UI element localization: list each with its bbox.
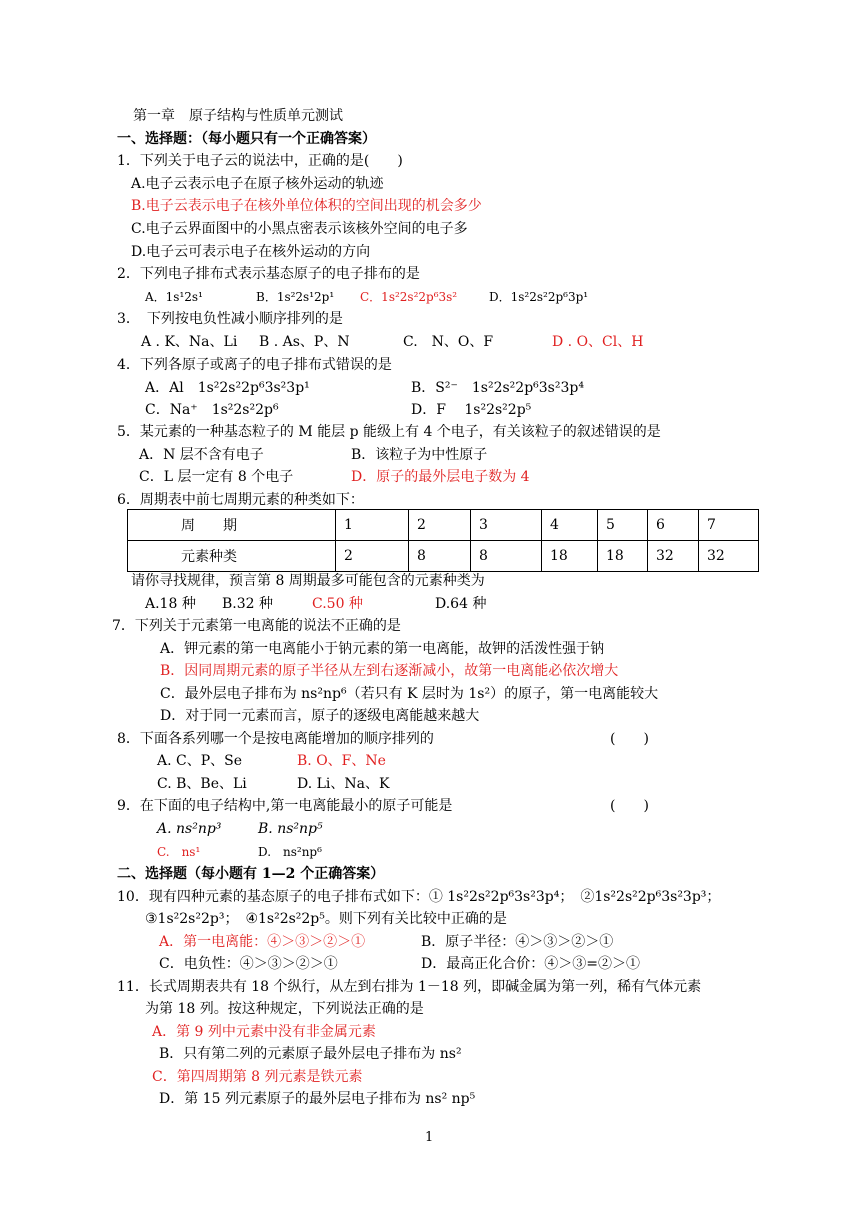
q1-option-c: C.电子云界面图中的小黑点密表示该核外空间的电子多 <box>131 221 468 237</box>
q10-option-d: D．最高正化合价：④＞③=②＞① <box>421 956 640 972</box>
q1-option-a: A.电子云表示电子在原子核外运动的轨迹 <box>131 176 384 192</box>
q6-option-c: C.50 种 <box>312 596 363 612</box>
q8-option-b: B. O、F、Ne <box>297 753 386 769</box>
table-cell: 2 <box>336 541 409 572</box>
q4-stem: 4．下列各原子或离子的电子排布式错误的是 <box>117 357 392 373</box>
table-cell: 7 <box>699 510 759 541</box>
q2-option-d: D．1s²2s²2p⁶3p¹ <box>489 290 589 304</box>
q11-stem: 11．长式周期表共有 18 个纵行，从左到右排为 1－18 列，即碱金属为第一列，稀有气体元素 <box>117 979 702 995</box>
q3-option-a: A . K、Na、Li <box>141 334 238 350</box>
q5-option-c: C．L 层一定有 8 个电子 <box>139 469 294 485</box>
table-cell: 18 <box>598 541 648 572</box>
page-title: 第一章 原子结构与性质单元测试 <box>133 108 343 124</box>
q6-option-b: B.32 种 <box>222 596 274 612</box>
q9-answer-paren: ( ) <box>610 798 649 814</box>
q9-option-b: B. ns²np⁵ <box>258 821 323 837</box>
q2-option-b: B．1s²2s¹2p¹ <box>256 290 335 304</box>
q1-stem: 1．下列关于电子云的说法中，正确的是( ) <box>117 153 403 169</box>
table-row <box>128 510 759 541</box>
q8-option-c: C. B、Be、Li <box>157 776 247 792</box>
q9-option-d: D. ns²np⁶ <box>258 845 322 859</box>
q10-option-a: A．第一电离能：④＞③＞②＞① <box>159 934 366 950</box>
q3-option-c: C. N、O、F <box>403 334 494 350</box>
table-cell: 6 <box>648 510 699 541</box>
q6-option-d: D.64 种 <box>435 596 487 612</box>
q2-stem: 2．下列电子排布式表示基态原子的电子排布的是 <box>117 266 420 282</box>
q8-option-a: A. C、P、Se <box>157 753 243 769</box>
q11-option-c: C．第四周期第 8 列元素是铁元素 <box>152 1069 363 1085</box>
q4-option-a: A．Al 1s²2s²2p⁶3s²3p¹ <box>145 380 310 396</box>
table-cell: 18 <box>542 541 598 572</box>
q7-option-b: B．因同周期元素的原子半径从左到右逐渐减小，故第一电离能必依次增大 <box>160 663 619 679</box>
q9-option-c: C. ns¹ <box>157 845 201 859</box>
table-header-cell: 周 期 <box>128 510 336 541</box>
q11-option-b: B．只有第二列的元素原子最外层电子排布为 ns² <box>159 1046 462 1062</box>
q3-option-b: B . As、P、N <box>259 334 350 350</box>
q2-option-a: A．1s¹2s¹ <box>145 290 203 304</box>
q5-stem: 5．某元素的一种基态粒子的 M 能层 p 能级上有 4 个电子，有关该粒子的叙述错误的是 <box>117 424 661 440</box>
q4-option-d: D．F 1s²2s²2p⁵ <box>411 402 532 418</box>
q2-option-c: C．1s²2s²2p⁶3s² <box>360 290 458 304</box>
section-heading-2: 二、选择题（每小题有 1—2 个正确答案） <box>117 866 385 882</box>
q1-option-d: D.电子云可表示电子在核外运动的方向 <box>131 244 371 260</box>
table-row-label: 元素种类 <box>128 541 336 572</box>
q9-stem: 9．在下面的电子结构中,第一电离能最小的原子可能是 <box>117 798 453 814</box>
q8-option-d: D. Li、Na、K <box>297 776 390 792</box>
q8-answer-paren: ( ) <box>610 731 649 747</box>
table-cell: 4 <box>542 510 598 541</box>
element-count-table <box>127 509 759 572</box>
q7-option-a: A．钾元素的第一电离能小于钠元素的第一电离能，故钾的活泼性强于钠 <box>160 641 605 657</box>
q5-option-a: A．N 层不含有电子 <box>139 447 264 463</box>
q4-option-b: B．S²⁻ 1s²2s²2p⁶3s²3p⁴ <box>411 380 584 396</box>
section-heading-1: 一、选择题：（每小题只有一个正确答案） <box>117 131 376 147</box>
table-row <box>128 541 759 572</box>
table-cell: 32 <box>648 541 699 572</box>
q5-option-d: D．原子的最外层电子数为 4 <box>351 469 530 485</box>
q8-stem: 8．下面各系列哪一个是按电离能增加的顺序排列的 <box>117 731 434 747</box>
table-cell: 1 <box>336 510 409 541</box>
q11-option-a: A．第 9 列中元素中没有非金属元素 <box>152 1024 376 1040</box>
q7-option-c: C．最外层电子排布为 ns²np⁶（若只有 K 层时为 1s²）的原子，第一电离能较大 <box>160 686 659 702</box>
q4-option-c: C．Na⁺ 1s²2s²2p⁶ <box>145 402 279 418</box>
q11-option-d: D．第 15 列元素原子的最外层电子排布为 ns² np⁵ <box>159 1091 476 1107</box>
table-cell: 5 <box>598 510 648 541</box>
q6-stem: 6．周期表中前七周期元素的种类如下： <box>117 492 364 508</box>
q5-option-b: B．该粒子为中性原子 <box>351 447 488 463</box>
q6-option-a: A.18 种 <box>145 596 196 612</box>
q10-option-b: B．原子半径：④＞③＞②＞① <box>421 934 614 950</box>
q7-stem: 7．下列关于元素第一电离能的说法不正确的是 <box>112 618 401 634</box>
q1-option-b: B.电子云表示电子在核外单位体积的空间出现的机会多少 <box>131 198 482 214</box>
table-cell: 3 <box>471 510 542 541</box>
q10-stem-continued: ③1s²2s²2p³； ④1s²2s²2p⁵。则下列有关比较中正确的是 <box>145 911 507 927</box>
q10-stem: 10．现有四种元素的基态原子的电子排布式如下：① 1s²2s²2p⁶3s²3p⁴； ②1s²2s²2p⁶3s²3p³； <box>117 889 721 905</box>
page-number: 1 <box>425 1130 434 1145</box>
q3-stem: 3． 下列按电负性减小顺序排列的是 <box>117 311 343 327</box>
q11-stem-continued: 为第 18 列。按这种规定，下列说法正确的是 <box>145 1001 424 1017</box>
q10-option-c: C．电负性：④＞③＞②＞① <box>159 956 338 972</box>
q7-option-d: D．对于同一元素而言，原子的逐级电离能越来越大 <box>160 708 480 724</box>
q6-ask: 请你寻找规律，预言第 8 周期最多可能包含的元素种类为 <box>131 573 485 589</box>
q9-option-a: A. ns²np³ <box>157 821 222 837</box>
q3-option-d: D . O、Cl、H <box>552 334 644 350</box>
table-cell: 8 <box>471 541 542 572</box>
table-cell: 32 <box>699 541 759 572</box>
table-cell: 8 <box>409 541 471 572</box>
table-cell: 2 <box>409 510 471 541</box>
